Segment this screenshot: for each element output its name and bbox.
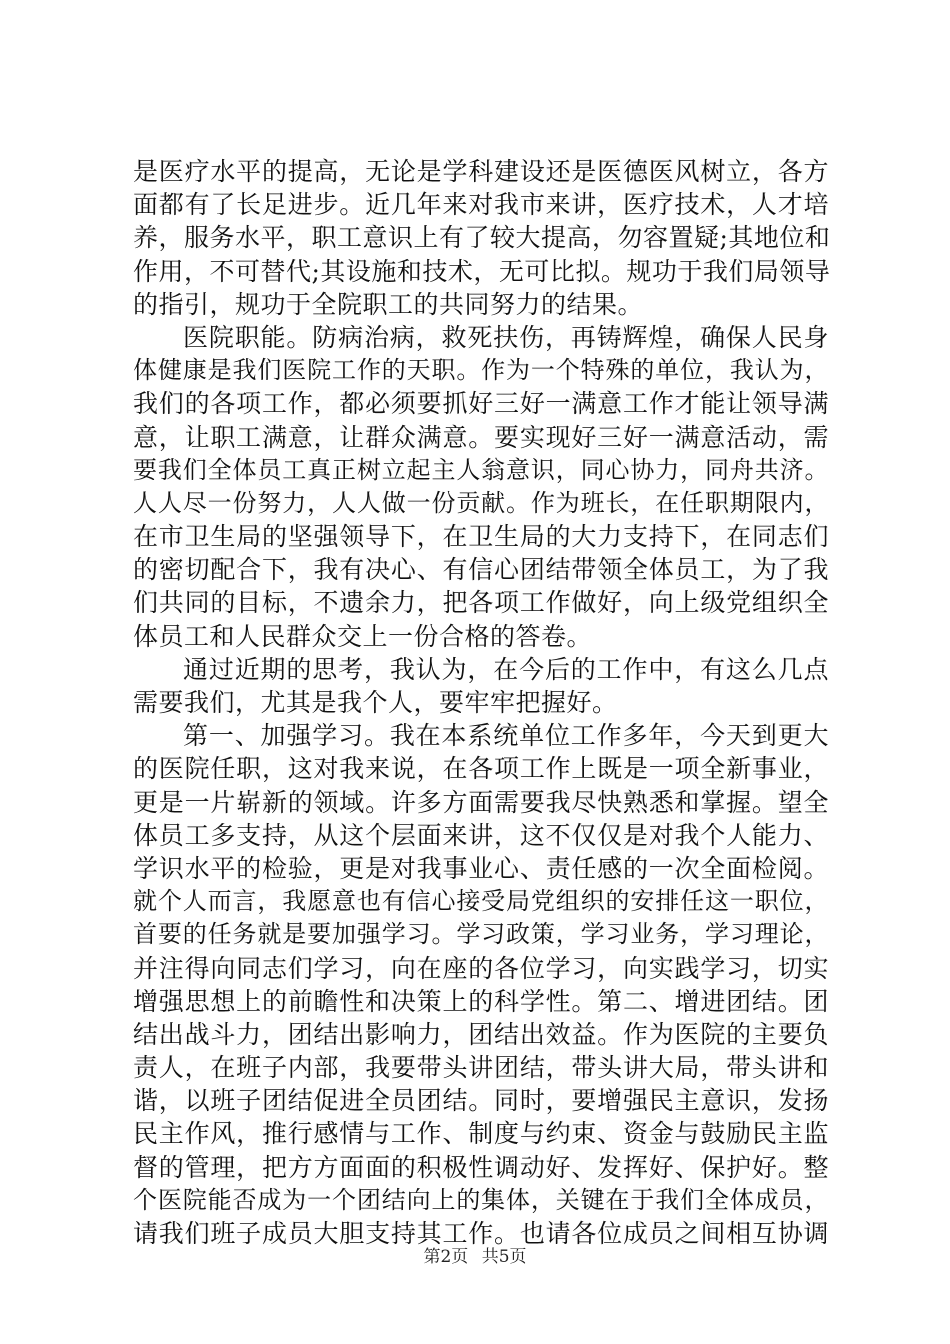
text-line: 的指引，规功于全院职工的共同努力的结果。 — [133, 289, 644, 319]
text-line: 意，让职工满意，让群众满意。要实现好三好一满意活动，需 — [133, 422, 829, 452]
text-line: 的医院任职，这对我来说，在各项工作上既是一项全新事业， — [133, 754, 829, 784]
text-line: 体员工和人民群众交上一份合格的答卷。 — [133, 621, 593, 651]
text-line: 作用，不可替代;其设施和技术，无可比拟。规功于我们局领导 — [133, 256, 831, 286]
text-line: 就个人而言，我愿意也有信心接受局党组织的安排任这一职位， — [133, 887, 829, 916]
text-line: 要我们全体员工真正树立起主人翁意识，同心协力，同舟共济。 — [133, 455, 829, 484]
text-line: 通过近期的思考，我认为，在今后的工作中，有这么几点 — [183, 654, 829, 684]
text-line: 谐，以班子团结促进全员团结。同时，要增强民主意识，发扬 — [133, 1086, 829, 1116]
text-line: 医院职能。防病治病，救死扶伤，再铸辉煌，确保人民身 — [183, 322, 829, 352]
text-line: 结出战斗力，团结出影响力，团结出效益。作为医院的主要负 — [133, 1019, 829, 1049]
text-line: 请我们班子成员大胆支持其工作。也请各位成员之间相互协调 — [133, 1219, 829, 1248]
text-line: 体员工多支持，从这个层面来讲，这不仅仅是对我个人能力、 — [133, 820, 829, 850]
text-line: 督的管理，把方方面面的积极性调动好、发挥好、保护好。整 — [133, 1152, 829, 1182]
text-line: 责人，在班子内部，我要带头讲团结，带头讲大局，带头讲和 — [133, 1053, 829, 1083]
page-total: 共5页 — [481, 1247, 527, 1267]
text-line: 民主作风，推行感情与工作、制度与约束、资金与鼓励民主监 — [133, 1119, 829, 1149]
document-body — [133, 155, 829, 1250]
page-number: 第2页 — [423, 1247, 469, 1267]
text-line: 学识水平的检验，更是对我事业心、责任感的一次全面检阅。 — [133, 853, 829, 883]
text-line: 第一、加强学习。我在本系统单位工作多年，今天到更大 — [183, 721, 829, 751]
text-line: 们共同的目标，不遗余力，把各项工作做好，向上级党组织全 — [133, 588, 829, 618]
text-line: 是医疗水平的提高，无论是学科建设还是医德医风树立，各方 — [133, 157, 829, 186]
text-line: 个医院能否成为一个团结向上的集体，关键在于我们全体成员， — [133, 1185, 829, 1214]
text-line: 养，服务水平，职工意识上有了较大提高，勿容置疑;其地位和 — [133, 223, 831, 253]
text-line: 需要我们，尤其是我个人，要牢牢把握好。 — [133, 688, 618, 717]
text-line: 并注得向同志们学习，向在座的各位学习，向实践学习，切实 — [133, 953, 829, 983]
page-footer — [0, 1246, 950, 1268]
text-line: 人人尽一份努力，人人做一份贡献。作为班长，在任职期限内， — [133, 488, 829, 517]
text-line: 的密切配合下，我有决心、有信心团结带领全体员工，为了我 — [133, 555, 829, 585]
text-line: 我们的各项工作，都必须要抓好三好一满意工作才能让领导满 — [133, 389, 829, 419]
text-line: 首要的任务就是要加强学习。学习政策，学习业务，学习理论， — [133, 920, 829, 949]
text-line: 更是一片崭新的领域。许多方面需要我尽快熟悉和掌握。望全 — [133, 787, 829, 817]
text-line: 增强思想上的前瞻性和决策上的科学性。第二、增进团结。团 — [133, 986, 829, 1016]
text-line: 在市卫生局的坚强领导下，在卫生局的大力支持下，在同志们 — [133, 522, 829, 552]
text-line: 面都有了长足进步。近几年来对我市来讲，医疗技术，人才培 — [133, 190, 829, 220]
text-line: 体健康是我们医院工作的天职。作为一个特殊的单位，我认为， — [133, 356, 829, 385]
